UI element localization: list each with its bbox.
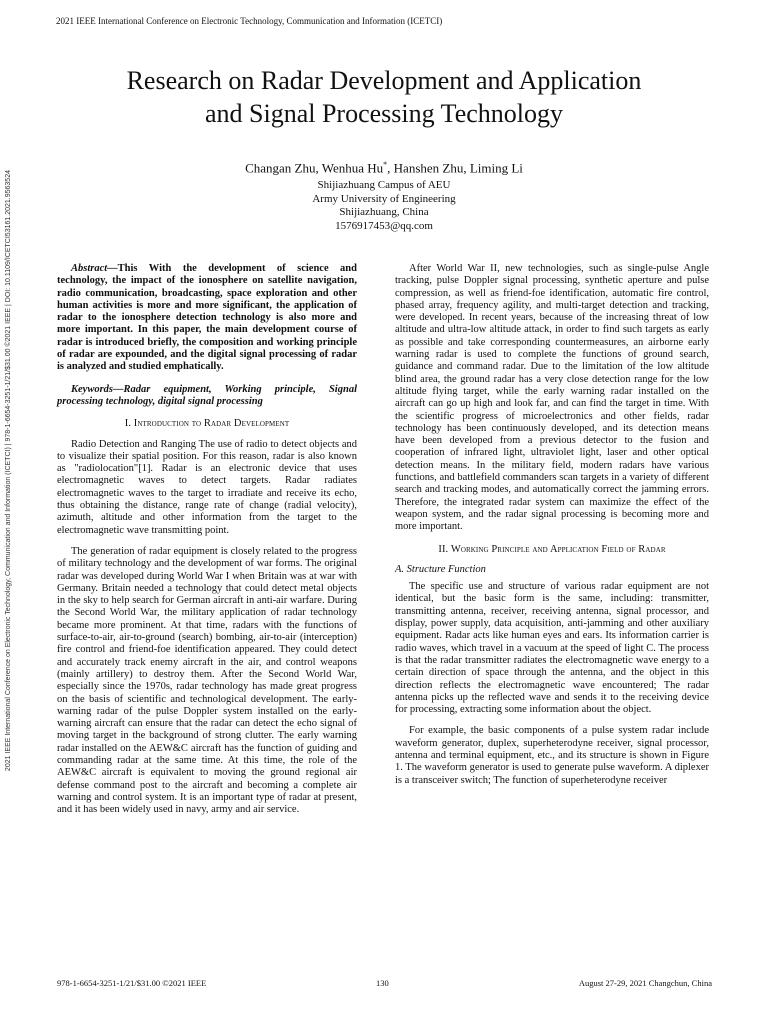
- abstract-label: Abstract—: [71, 263, 118, 274]
- affiliation-line: Shijiazhuang, China: [339, 206, 429, 218]
- right-column: [395, 263, 709, 796]
- title-line-2: and Signal Processing Technology: [204, 99, 564, 128]
- conference-header: 2021 IEEE International Conference on Electronic Technology, Communication and Information (ICETCI): [56, 16, 443, 26]
- footer-copyright: 978-1-6654-3251-1/21/$31.00 ©2021 IEEE: [57, 978, 207, 988]
- keywords-label: Keywords—: [71, 383, 124, 395]
- body-paragraph: For example, the basic components of a pulse system radar include waveform generator, duplex, superheterodyne receiver, signal processor, antenna and terminal equipment, etc., and its structure is shown in Figure 1. The waveform generator is used to generate pulse waveform. A diplexer is a transceiver switch; The function of superheterodyne receiver: [395, 725, 709, 786]
- corresponding-author-mark: *: [383, 160, 388, 169]
- title-line-1: Research on Radar Development and Application: [126, 66, 642, 95]
- body-paragraph: The specific use and structure of various radar equipment are not identical, but the basic form is the same, including: transmitter, transmitting antenna, receiver, receiving antenna, signal processor, and display, power supply, data acquisition, anti-jamming and other auxiliary equipment. Radar acts like human eyes and ears. Its information carrier is radio waves, which travel in a vacuum at the speed of light C. The process is that the radar transmitter radiates the electromagnetic wave energy to a certain direction of space through the antenna, and the object in this direction reflects the electromagnetic wave encountered; The radar antenna picks up the reflected wave and sends it to the receiving device for processing, extracting some information about the object.: [395, 581, 709, 716]
- section-heading: II. Working Principle and Application Field of Radar: [438, 543, 666, 555]
- affiliation: [84, 179, 684, 233]
- authors-main: Changan Zhu, Wenhua Hu: [245, 160, 384, 176]
- paper-title: [40, 64, 728, 130]
- keywords: [57, 384, 357, 409]
- section-heading: I. Introduction to Radar Development: [124, 418, 290, 430]
- abstract-text: This With the development of science and technology, the impact of the ionosphere on satellite navigation, radio communication, broadcasting, space exploration and other human activities is more and more significant, the application of radar to the ionosphere detection technology is also more and more important. In this paper, the main development course of radar is introduced briefly, the composition and working principle of radar are expounded, and the digital signal processing of radar is analyzed and studied emphatically.: [57, 263, 357, 373]
- body-paragraph: The generation of radar equipment is closely related to the progress of military technology and the development of war forms. The original radar was developed during World War I when Britain was at war with Germany. Britain needed a technology that could detect metal objects in the sky to help search for German aircraft in anti-air warfare. During the Second World War, the military application of radar technology became more prominent. At that time, radars with the functions of surface-to-air, air-to-ground (search) bombing, air-to-air (interception) fire control and friend-foe identification appeared. They could detect and accurately track enemy aircraft in the air, and control weapons (mainly artillery) to destroy them. After the Second World War, especially since the 1970s, radar technology has made great progress on the basis of scientific and technological development. The early-warning radar of the pulse Doppler system installed on the early-warning aircraft can ensure that the radar can detect the echo signal of moving target in the background of strong clutter. The early warning radar installed on the AEW&C aircraft has the function of guiding and commanding radar at the same time. At this time, the role of the AEW&C aircraft is equivalent to moving the ground regional air defense command post to the aircraft and becoming a complete air warning and control system. It is an important type of radar at present, and it has been widely used in navy, army and air service.: [57, 545, 357, 816]
- author-list: [84, 160, 684, 176]
- footer-venue-date: August 27-29, 2021 Changchun, China: [578, 978, 712, 988]
- abstract: [57, 263, 357, 374]
- side-identifier: 2021 IEEE International Conference on Electronic Technology, Communication and Information (ICETCI) | 978-1-6654-3251-1/21/$31.00 ©2021 IEEE | DOI: 10.1109/ICETCI53161.2021.9563524: [5, 170, 12, 772]
- side-identifier-strip: [5, 170, 16, 965]
- affiliation-line: Army University of Engineering: [312, 192, 456, 205]
- authors-rest: , Hanshen Zhu, Liming Li: [387, 160, 523, 176]
- body-paragraph: Radio Detection and Ranging The use of radio to detect objects and to visualize their spatial position. For this reason, radar is also known as "radiolocation"[1]. Radar is an electronic device that uses electromagnetic waves to detect targets. Radar radiates electromagnetic waves to the target to irradiate and receive its echo, thus obtaining the distance, range rate of change (radial velocity), azimuth, altitude and other information from the target to the electromagnetic wave transmitting point.: [57, 438, 357, 536]
- keywords-text: Radar equipment, Working principle, Signal processing technology, digital signal processing: [57, 383, 357, 407]
- subsection-heading: A. Structure Function: [395, 563, 486, 575]
- page-number: 130: [376, 978, 389, 988]
- affiliation-line: Shijiazhuang Campus of AEU: [317, 179, 451, 191]
- left-column: [57, 263, 357, 825]
- author-email: 1576917453@qq.com: [335, 219, 433, 232]
- body-paragraph: After World War II, new technologies, such as single-pulse Angle tracking, pulse Doppler signal processing, synthetic aperture and pulse compression, as well as friend-foe identification, automatic fire control, phased array, frequency agility, and multi-target detection and tracking, were developed. In recent years, because of the increasing threat of low altitude and ultra-low altitude attack, in order to find such targets as early as possible and take corresponding countermeasures, an airborne early warning radar is used to complete the functions of ground search, guidance and command radar. Due to the limitation of the low altitude blind area, the ground radar has a very close detection range for the low altitude flying target, while the early warning radar installed on the aircraft can go up high and look far, and can find the target in time. With the scientific progress of microelectronics and other fields, radar technology has been continuously developed, and its detection means have been developed from a previous detector to the fusion and cooperation of infrared light, ultraviolet light, laser and other optical detection means. In the military field, modern radars have various functions, and battlefield commanders scan targets in a variety of different search and tracking modes, and automatically correct the jamming errors. Therefore, the integrated radar system can maximize the effect of the weapon system, and the radar signal processing is becoming more and more important.: [395, 263, 709, 533]
